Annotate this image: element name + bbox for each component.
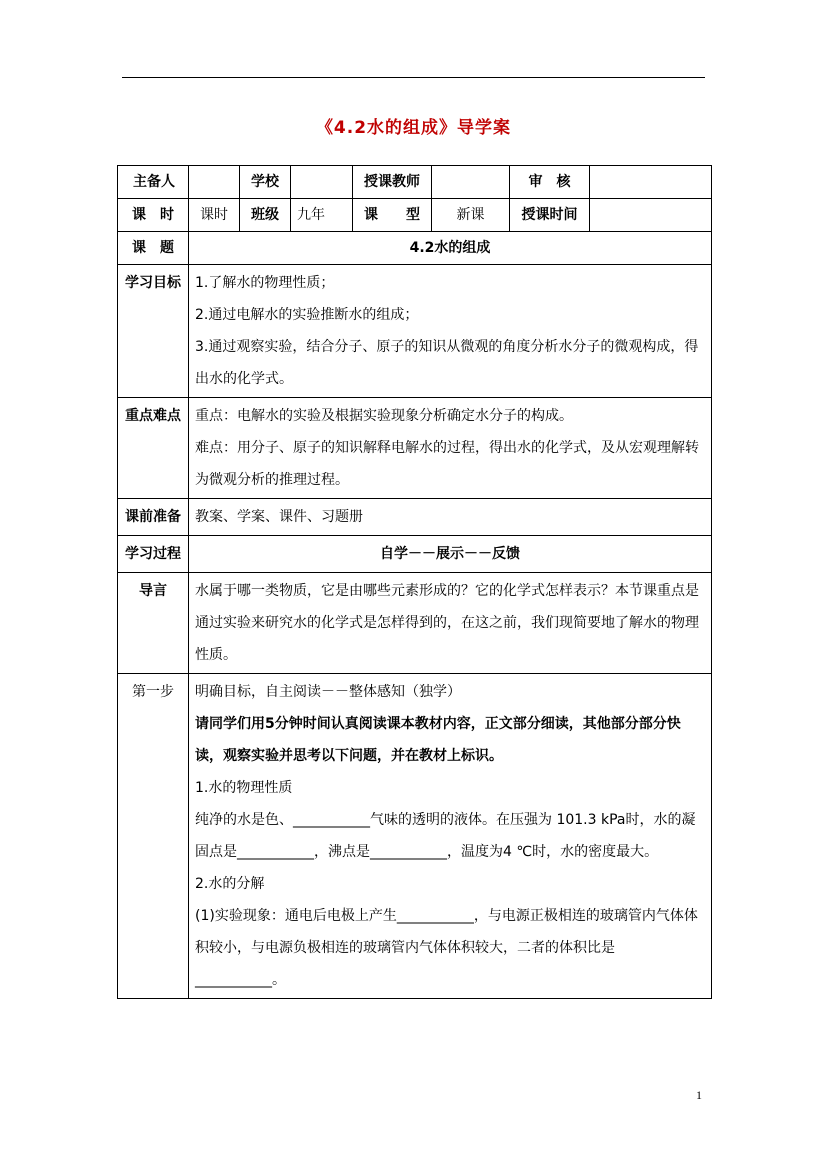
question-2-title: 2.水的分解 bbox=[195, 876, 265, 892]
intro-text: 水属于哪一类物质，它是由哪些元素形成的？它的化学式怎样表示？本节课重点是通过实验来研究水的化学式是怎样得到的，在这之前，我们现简要地了解水的物理性质。 bbox=[189, 573, 712, 674]
header-row-1 bbox=[118, 166, 712, 199]
difficulty-text: 难点：用分子、原子的知识解释电解水的过程，得出水的化学式，及从宏观理解转为微观分析的推理过程。 bbox=[195, 440, 699, 488]
period-label: 课 时 bbox=[118, 199, 189, 232]
process-label: 学习过程 bbox=[118, 536, 189, 573]
objective-item: 3.通过观察实验，结合分子、原子的知识从微观的角度分析水分子的微观构成，得出水的化学式。 bbox=[195, 339, 699, 387]
header-row-2 bbox=[118, 199, 712, 232]
lesson-time-value bbox=[590, 199, 712, 232]
intro-row bbox=[118, 573, 712, 674]
period-value: 课时 bbox=[189, 199, 240, 232]
lesson-type-label: 课 型 bbox=[353, 199, 432, 232]
question-2-text: (1)实验现象：通电后电极上产生___________，与电源正极相连的玻璃管内气体体积较小，与电源负极相连的玻璃管内气体体积较大，二者的体积比是___________。 bbox=[195, 908, 698, 988]
objectives-row bbox=[118, 265, 712, 398]
step1-instruction: 请同学们用5分钟时间认真阅读课本教材内容，正文部分细读，其他部分部分快读，观察实验并思考以下问题，并在教材上标识。 bbox=[195, 716, 681, 764]
step1-content bbox=[189, 674, 712, 999]
review-label: 审 核 bbox=[510, 166, 590, 199]
zhubeiren-value bbox=[189, 166, 240, 199]
objectives-content bbox=[189, 265, 712, 398]
teacher-value bbox=[432, 166, 510, 199]
teacher-label: 授课教师 bbox=[353, 166, 432, 199]
review-value bbox=[590, 166, 712, 199]
prep-label: 课前准备 bbox=[118, 499, 189, 536]
zhubeiren-label: 主备人 bbox=[118, 166, 189, 199]
lesson-type-value: 新课 bbox=[432, 199, 510, 232]
page-number: 1 bbox=[696, 1088, 702, 1102]
process-value: 自学－－展示－－反馈 bbox=[189, 536, 712, 573]
topic-value: 4.2水的组成 bbox=[189, 232, 712, 265]
header-rule bbox=[122, 77, 705, 78]
topic-label: 课 题 bbox=[118, 232, 189, 265]
intro-label: 导言 bbox=[118, 573, 189, 674]
key-points-label: 重点难点 bbox=[118, 398, 189, 499]
key-points-content bbox=[189, 398, 712, 499]
prep-value: 教案、学案、课件、习题册 bbox=[189, 499, 712, 536]
objectives-label: 学习目标 bbox=[118, 265, 189, 398]
step1-heading: 明确目标，自主阅读－－整体感知（独学） bbox=[195, 684, 461, 700]
process-row bbox=[118, 536, 712, 573]
question-1-text: 纯净的水是色、___________气味的透明的液体。在压强为 101.3 kPa时，水的凝固点是___________，沸点是___________，温度为4 ℃时，水的密度最大。 bbox=[195, 812, 696, 860]
lesson-time-label: 授课时间 bbox=[510, 199, 590, 232]
topic-row bbox=[118, 232, 712, 265]
prep-row bbox=[118, 499, 712, 536]
class-label: 班级 bbox=[240, 199, 291, 232]
lesson-plan-table bbox=[117, 165, 712, 999]
school-value bbox=[291, 166, 353, 199]
key-point-text: 重点：电解水的实验及根据实验现象分析确定水分子的构成。 bbox=[195, 408, 573, 424]
step1-row bbox=[118, 674, 712, 999]
school-label: 学校 bbox=[240, 166, 291, 199]
objective-item: 2.通过电解水的实验推断水的组成； bbox=[195, 307, 419, 323]
step1-label: 第一步 bbox=[118, 674, 189, 999]
objective-item: 1.了解水的物理性质； bbox=[195, 275, 335, 291]
document-title: 《4.2水的组成》导学案 bbox=[315, 118, 512, 138]
key-points-row bbox=[118, 398, 712, 499]
class-value: 九年 bbox=[291, 199, 353, 232]
question-1-title: 1.水的物理性质 bbox=[195, 780, 293, 796]
